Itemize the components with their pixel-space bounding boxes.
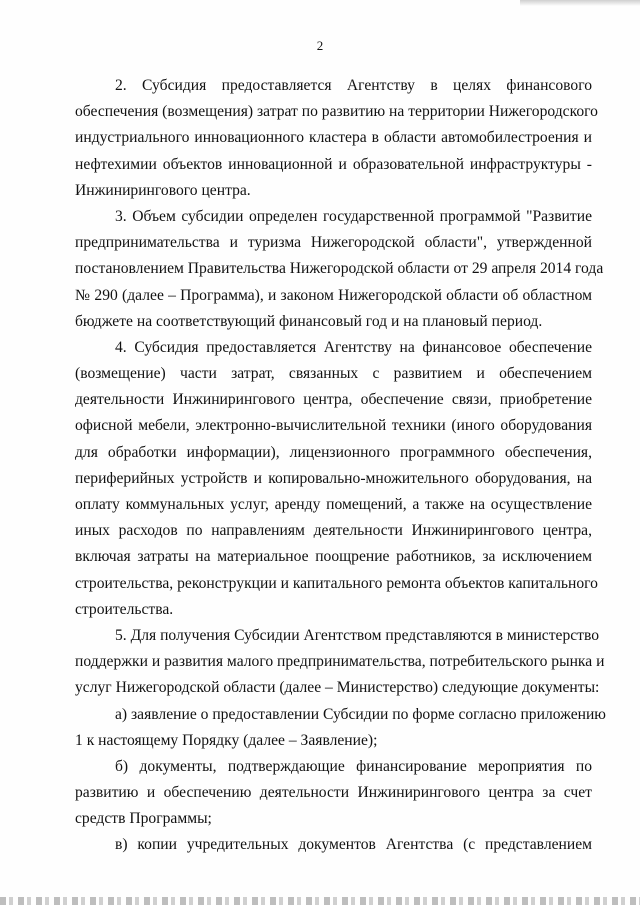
text-line: (возмещение) части затрат, связанных с развитием и обеспечением [75,365,592,383]
text-line: б) документы, подтверждающие финансирование мероприятия по [115,757,592,775]
text-line: строительства. [75,600,174,618]
text-line: оплату коммунальных услуг, аренду помещений, а также на осуществление [75,496,592,513]
text-line: 2. Субсидия предоставляется Агентству в целях финансового [115,77,592,94]
text-line: постановлением Правительства Нижегородской области от 29 апреля 2014 года [75,260,604,278]
text-line: иных расходов по направлениям деятельности Инжинирингового центра, [75,522,592,540]
text-line: услуг Нижегородской области (далее – Министерство) следующие документы: [75,679,600,697]
text-line: 4. Субсидия предоставляется Агентству на финансовое обеспечение [115,338,592,356]
text-line: в) копии учредительных документов Агентства (с представлением [115,836,592,854]
text-line: нефтехимии объектов инновационной и образовательной инфраструктуры - [75,155,592,173]
text-line: офисной мебели, электронно-вычислительной техники (иного оборудования [75,417,592,435]
text-line: а) заявление о предоставлении Субсидии по форме согласно приложению [115,705,606,723]
text-line: бюджете на соответствующий финансовый год и на плановый период. [75,312,543,330]
text-line: № 290 (далее – Программа), и законом Нижегородской области об областном [75,286,592,304]
text-line: развитию и обеспечению деятельности Инжинирингового центра за счет [75,784,592,802]
page-number: 2 [316,38,324,53]
text-line: 1 к настоящему Порядку (далее – Заявление); [75,731,378,749]
text-line: Инжинирингового центра. [75,181,251,199]
text-line: индустриального инновационного кластера в области автомобилестроения и [75,129,592,147]
text-line: поддержки и развития малого предпринимательства, потребительского рынка и [75,653,605,671]
text-line: обеспечения (возмещения) затрат по развитию на территории Нижегородского [75,103,598,121]
text-line: 5. Для получения Субсидии Агентством представляются в министерство [115,626,600,644]
text-line: для обработки информации), лицензионного программного обеспечения, [75,443,592,461]
text-line: деятельности Инжинирингового центра, обеспечение связи, приобретение [75,391,592,409]
scan-edge-top [520,0,640,6]
body-text [75,73,606,859]
text-line: включая затраты на материальное поощрение работников, за исключением [75,548,592,566]
text-line: периферийных устройств и копировально-множительного оборудования, на [75,469,592,487]
text-line: 3. Объем субсидии определен государственной программой "Развитие [115,207,592,225]
text-line: средств Программы; [75,810,212,828]
text-line: строительства, реконструкции и капитального ремонта объектов капитального [75,574,598,592]
scan-edge-bottom [0,897,640,905]
text-line: предпринимательства и туризма Нижегородской области", утвержденной [75,234,592,252]
